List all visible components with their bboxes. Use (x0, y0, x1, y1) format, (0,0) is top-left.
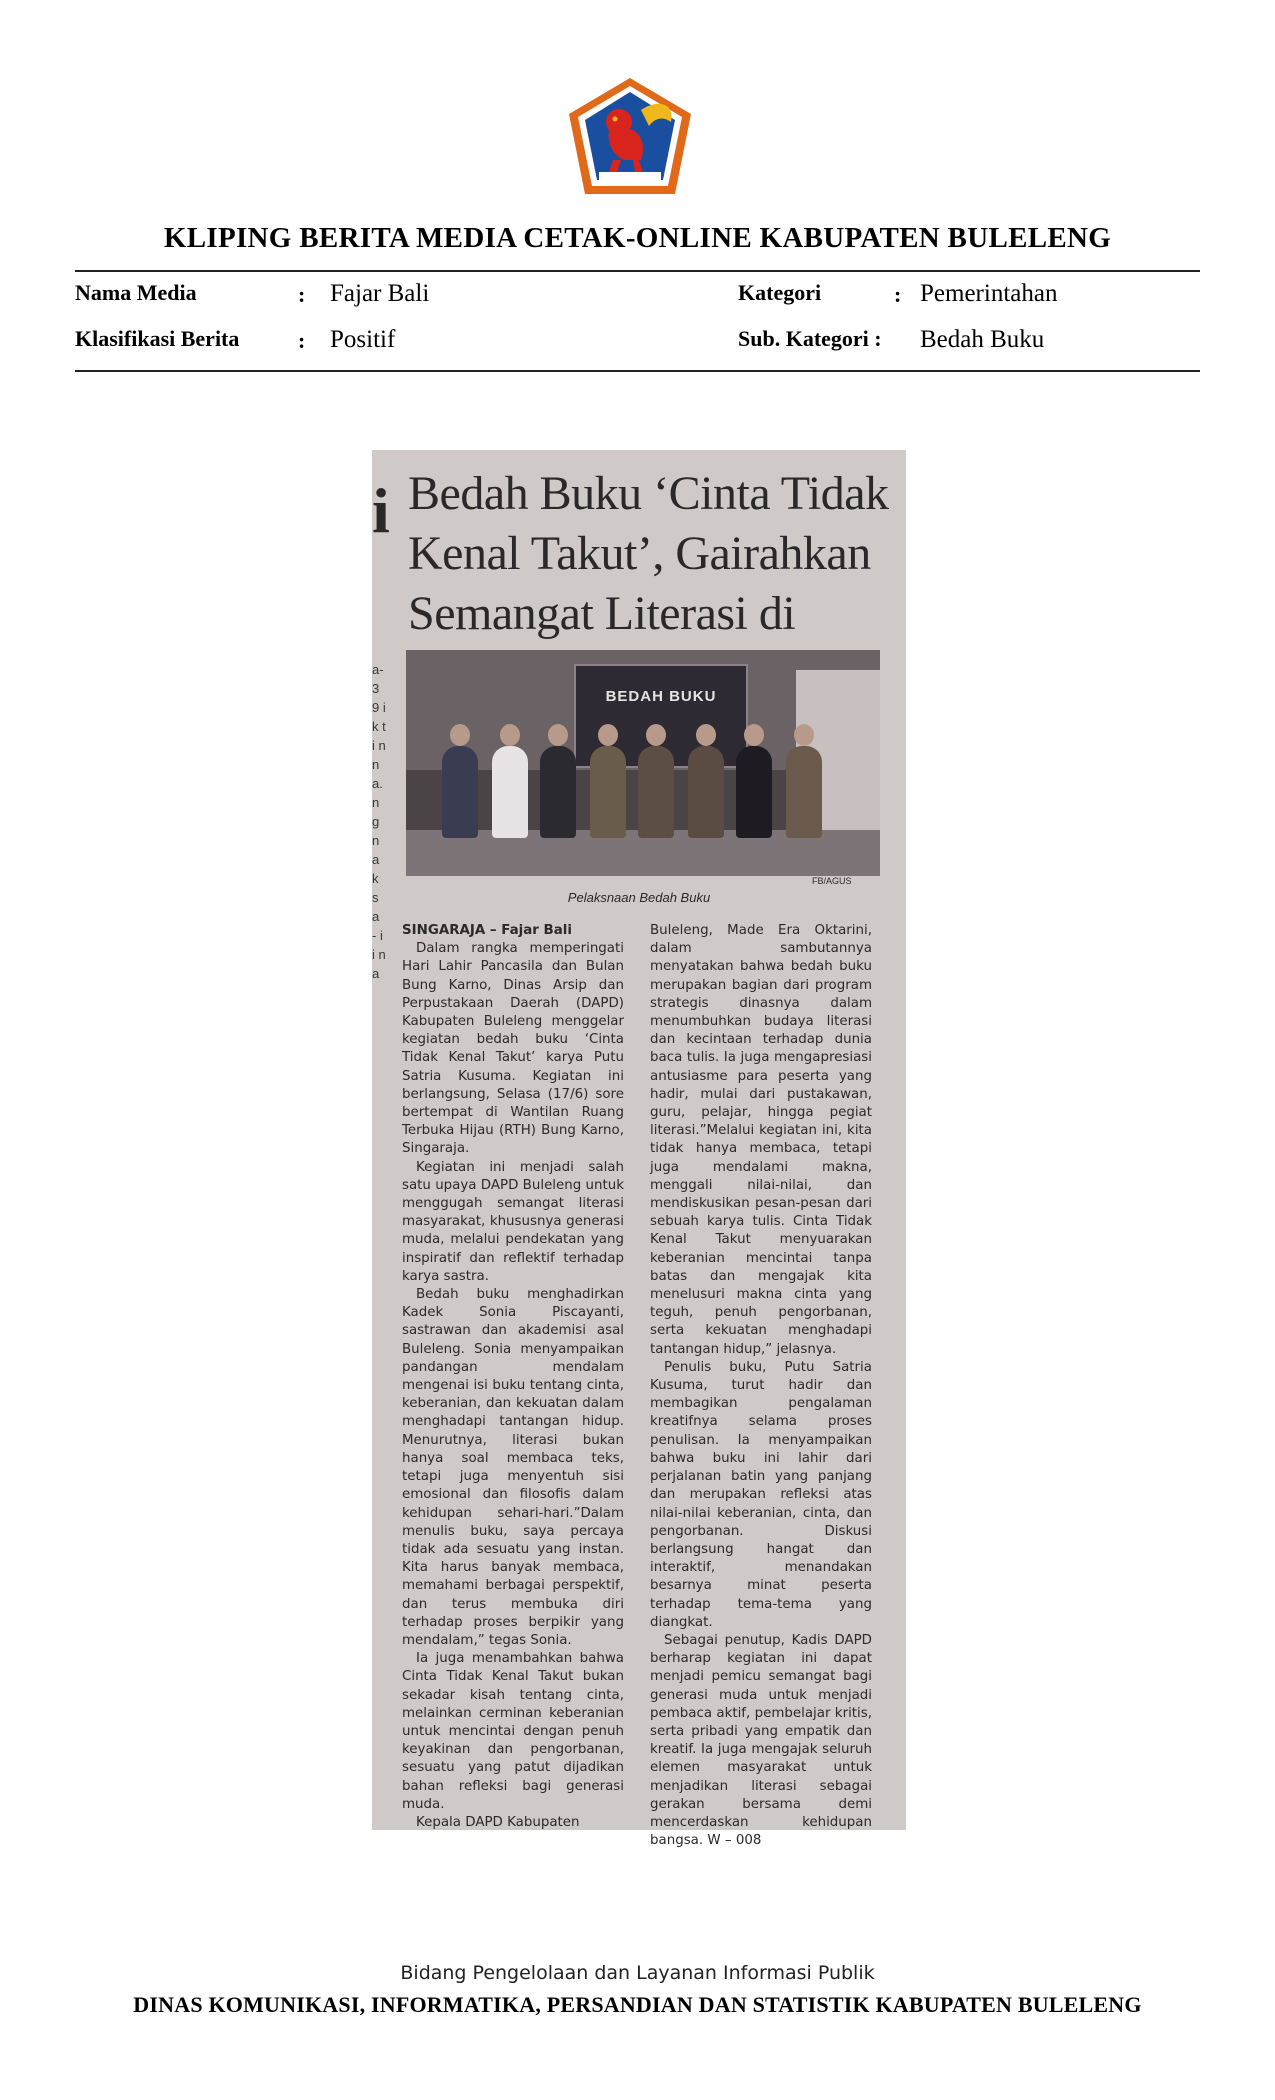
photo-credit: FB/AGUS (812, 876, 852, 886)
media-colon: : (298, 282, 306, 307)
footer-agency: DINAS KOMUNIKASI, INFORMATIKA, PERSANDIAN DAN STATISTIK KABUPATEN BULELENG (133, 1992, 1142, 2017)
adjacent-column-fragment: a- 39 ik ti n n a. n g n a k s a - i i n a (372, 662, 386, 981)
article-paragraph: Kegiatan ini menjadi salah satu upaya DAPD Buleleng untuk menggugah semangat literasi masyarakat, khususnya generasi muda, melalui pendekatan yang inspiratif dan reflektif terhadap karya sastra. (402, 1159, 624, 1284)
page-title: KLIPING BERITA MEDIA CETAK-ONLINE KABUPATEN BULELENG (163, 222, 1112, 254)
article-paragraph: Kepala DAPD Kabupaten (416, 1814, 580, 1830)
media-label: Nama Media (75, 280, 197, 305)
article-dateline: SINGARAJA – Fajar Bali (402, 923, 572, 938)
newspaper-clipping (372, 450, 906, 1849)
article-paragraph: Ia juga menambahkan bahwa Cinta Tidak Kenal Takut bukan sekadar kisah tentang cinta, melainkan cerminan keberanian untuk mencintai dengan penuh keyakinan dan pengorbanan, sesuatu yang patut dijadikan bahan refleksi bagi generasi muda. (402, 1651, 624, 1812)
person-figure (540, 746, 576, 838)
singa-ambara-raja-emblem (563, 74, 697, 198)
classification-label: Klasifikasi Berita (75, 326, 240, 351)
person-figure (688, 746, 724, 838)
person-figure (786, 746, 822, 838)
person-figure (638, 746, 674, 838)
footer-division: Bidang Pengelolaan dan Layanan Informasi Publik (400, 1962, 875, 1984)
top-divider (75, 270, 1200, 272)
event-photo (406, 650, 880, 876)
subcategory-value: Bedah Buku (920, 326, 1045, 353)
article-paragraph: Penulis buku, Putu Satria Kusuma, turut hadir dan membagikan pengalaman kreatifnya selama proses penulisan. Ia menyampaikan bahwa buku ini lahir dari perjalanan batin yang panjang dan merupakan refleksi atas nilai-nilai keberanian, cinta, dan pengorbanan. Diskusi berlangsung hangat dan interaktif, menandakan besarnya minat peserta terhadap tema-tema yang diangkat. (650, 1359, 872, 1630)
article-paragraph: Buleleng, Made Era Oktarini, dalam sambutannya menyatakan bahwa bedah buku merupakan bagian dari program strategis dinasnya dalam menumbuhkan budaya literasi dan kecintaan terhadap dunia baca tulis. Ia juga mengapresiasi antusiasme para peserta yang hadir, mulai dari pustakawan, guru, pelajar, hingga pegiat literasi.”Melalui kegiatan ini, kita tidak hanya membaca, tetapi juga mendalami makna, menggali nilai-nilai, dan mendiskusikan pesan-pesan dari sebuah karya tulis. Cinta Tidak Kenal Takut menyuarakan keberanian mencintai tanpa batas dan mengajak kita menelusuri makna cinta yang teguh, penuh pengorbanan, serta kekuatan menghadapi tantangan hidup,” jelasnya. (650, 923, 872, 1357)
classification-colon: : (298, 328, 306, 353)
bottom-divider (75, 370, 1200, 372)
media-value: Fajar Bali (330, 280, 430, 307)
article-headline: Bedah Buku ‘Cinta Tidak Kenal Takut’, Gairahkan Semangat Literasi di (408, 467, 889, 640)
article-paragraph: Dalam rangka memperingati Hari Lahir Pancasila dan Bulan Bung Karno, Dinas Arsip dan Perpustakaan Daerah (DAPD) Kabupaten Buleleng menggelar kegiatan bedah buku ‘Cinta Tidak Kenal Takut’ karya Putu Satria Kusuma. Kegiatan ini berlangsung, Selasa (17/6) sore bertempat di Wantilan Ruang Terbuka Hijau (RTH) Bung Karno, Singaraja. (402, 941, 624, 1157)
category-label: Kategori (738, 280, 822, 305)
emblem-icon (563, 74, 697, 198)
article-column-2 (650, 922, 872, 1850)
category-value: Pemerintahan (920, 280, 1058, 307)
category-colon: : (894, 282, 902, 307)
subcategory-label: Sub. Kategori : (738, 326, 882, 351)
person-figure (492, 746, 528, 838)
photo-banner-text: BEDAH BUKU (605, 688, 717, 705)
photo-caption: Pelaksnaan Bedah Buku (567, 890, 711, 905)
adjacent-article-fragment: i (372, 475, 390, 546)
person-figure (736, 746, 772, 838)
article-paragraph: Bedah buku menghadirkan Kadek Sonia Piscayanti, sastrawan dan akademisi asal Buleleng. Sonia menyampaikan pandangan mendalam mengenai isi buku tentang cinta, keberanian, dan kekuatan dalam menghadapi tantangan hidup. Menurutnya, literasi bukan hanya soal membaca teks, tetapi juga menyentuh sisi emosional dan filosofis dalam kehidupan sehari-hari.”Dalam menulis buku, saya percaya tidak ada sesuatu yang instan. Kita harus banyak membaca, memahami berbagai perspektif, dan terus membuka diri terhadap proses berpikir yang mendalam,” tegas Sonia. (402, 1287, 624, 1648)
article-paragraph: Sebagai penutup, Kadis DAPD berharap kegiatan ini dapat menjadi pemicu semangat bagi generasi muda untuk menjadi pembaca aktif, pembelajar kritis, serta pribadi yang empatik dan kreatif. Ia juga mengajak seluruh elemen masyarakat untuk menjadikan literasi sebagai gerakan bersama demi mencerdaskan kehidupan bangsa. W – 008 (650, 1632, 872, 1849)
person-figure (442, 746, 478, 838)
classification-value: Positif (330, 326, 396, 353)
article-column-1 (402, 922, 624, 1832)
person-figure (590, 746, 626, 838)
